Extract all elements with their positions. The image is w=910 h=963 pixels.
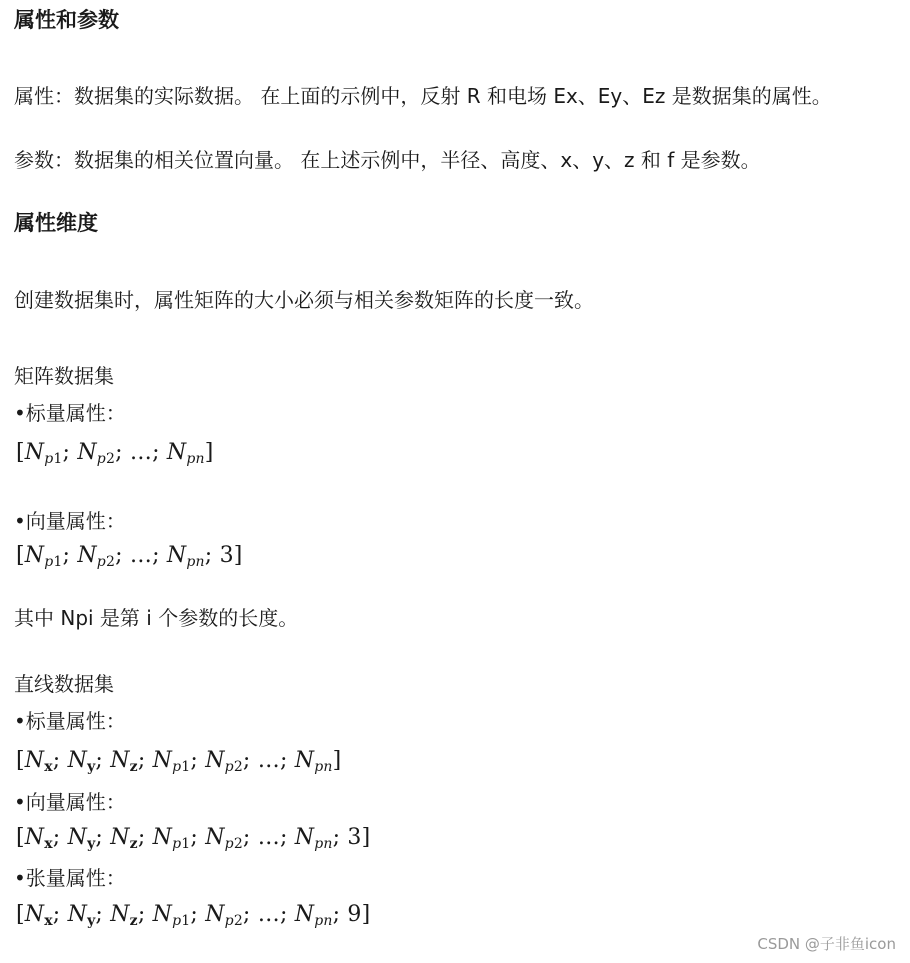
- heading-attribute-dimensions: 属性维度: [14, 211, 98, 235]
- line-scalar-label: •标量属性：: [14, 709, 126, 733]
- dimension-rule-text: 创建数据集时，属性矩阵的大小必须与相关参数矩阵的长度一致。: [14, 288, 594, 312]
- heading-attributes-and-parameters: 属性和参数: [14, 8, 119, 32]
- line-vector-formula: [$N_x$; $N_y$; $N_z$; $N_{p1}$; $N_{p2}$; …; $N_{pn}$; 3]: [16, 825, 371, 852]
- matrix-vector-formula: [$N_{p1}$; $N_{p2}$; …; $N_{pn}$; 3]: [16, 543, 243, 570]
- ellipsis: …: [257, 748, 280, 773]
- matrix-vector-label: •向量属性：: [14, 509, 126, 533]
- matrix-dataset-title: 矩阵数据集: [14, 364, 114, 388]
- csdn-watermark: CSDN @子非鱼icon: [757, 935, 896, 953]
- npi-note: 其中 Npi 是第 i 个参数的长度。: [14, 606, 299, 630]
- attribute-definition: 属性：数据集的实际数据。 在上面的示例中，反射 R 和电场 Ex、Ey、Ez 是数据集的属性。: [14, 84, 832, 108]
- parameter-definition: 参数：数据集的相关位置向量。 在上述示例中，半径、高度、x、y、z 和 f 是参数。: [14, 148, 761, 172]
- matrix-scalar-formula: [$N_{p1}$; $N_{p2}$; …; $N_{pn}$]: [16, 440, 214, 467]
- matrix-scalar-label: •标量属性：: [14, 401, 126, 425]
- vector-dimension-value: 3: [347, 825, 362, 850]
- line-dataset-title: 直线数据集: [14, 672, 114, 696]
- ellipsis: …: [257, 825, 280, 850]
- ellipsis: …: [257, 902, 280, 927]
- line-scalar-formula: [$N_x$; $N_y$; $N_z$; $N_{p1}$; $N_{p2}$; …; $N_{pn}$]: [16, 748, 342, 775]
- line-tensor-formula: [$N_x$; $N_y$; $N_z$; $N_{p1}$; $N_{p2}$; …; $N_{pn}$; 9]: [16, 902, 371, 929]
- line-tensor-label: •张量属性：: [14, 866, 126, 890]
- tensor-dimension-value: 9: [347, 902, 362, 927]
- vector-dimension-value: 3: [219, 543, 234, 568]
- ellipsis: …: [129, 440, 153, 465]
- line-vector-label: •向量属性：: [14, 790, 126, 814]
- ellipsis: …: [129, 543, 153, 568]
